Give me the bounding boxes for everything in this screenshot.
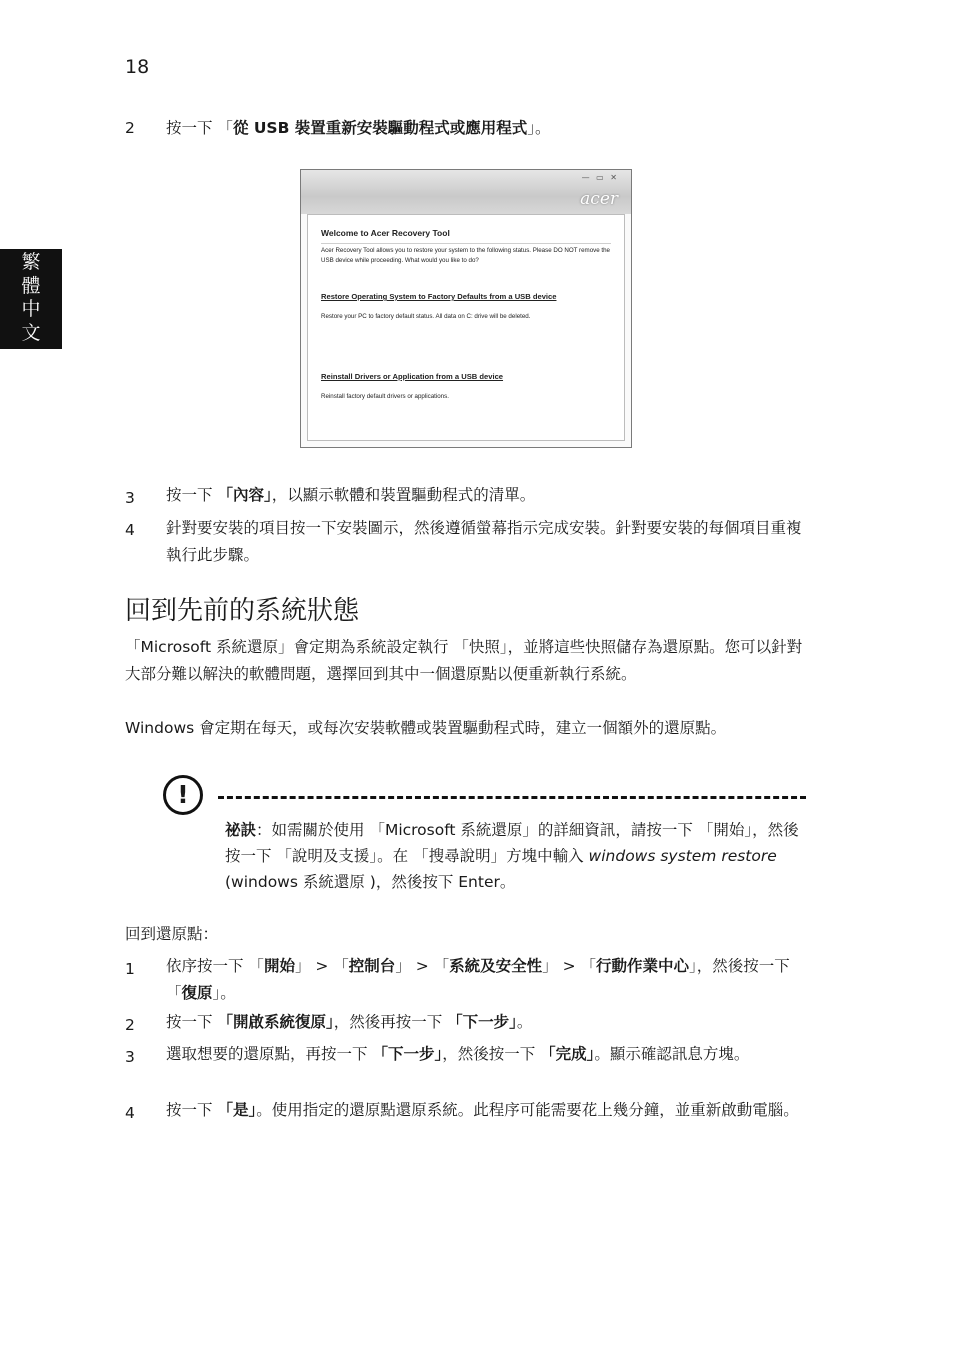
- title-divider: [321, 243, 611, 244]
- tip-text: (windows 系統還原 )，然後按下 Enter。: [225, 873, 516, 891]
- recovery-tool-screenshot: [300, 169, 632, 448]
- step-ui-term: 「內容」: [217, 486, 272, 504]
- window-titlebar: [301, 170, 631, 214]
- step-ui-term: 行動作業中心: [596, 957, 690, 975]
- step-text-run: 」，然後按一下 「: [166, 957, 790, 1002]
- step-text-run: 針對要安裝的項目按一下安裝圖示，然後遵循螢幕指示完成安裝。針對要安裝的每個項目重複執行此步驟。: [166, 519, 802, 564]
- restore-intro: 回到還原點：: [125, 925, 219, 943]
- step-text-run: 依序按一下 「: [166, 957, 264, 975]
- step-text-run: 」。: [527, 119, 551, 137]
- step-ui-term: 系統及安全性: [449, 957, 543, 975]
- step-text-run: 。顯示確認訊息方塊。: [594, 1045, 750, 1063]
- step-text-run: 按一下 「: [166, 119, 233, 137]
- tip-command: windows system restore: [588, 847, 777, 865]
- restore-os-link[interactable]: Restore Operating System to Factory Defaults from a USB device: [321, 292, 557, 301]
- step-text: [166, 1041, 806, 1068]
- step-ui-term: 開始: [263, 957, 295, 975]
- paragraph: Windows 會定期在每天，或每次安裝軟體或裝置驅動程式時，建立一個額外的還原點。: [125, 719, 727, 737]
- step-number: 4: [125, 521, 135, 539]
- paragraph: 「Microsoft 系統還原」會定期為系統設定執行 「快照」，並將這些快照儲存為還原點。您可以針對大部分難以解決的軟體問題，選擇回到其中一個還原點以便重新執行系統。: [125, 638, 803, 683]
- step-text-run: 。: [516, 1013, 533, 1031]
- step-text-run: 」。: [212, 984, 236, 1002]
- step-ui-term: 「完成」: [540, 1045, 595, 1063]
- step-number: 1: [125, 960, 135, 978]
- step-text: [166, 515, 806, 569]
- step-text-run: 選取想要的還原點，再按一下: [166, 1045, 373, 1063]
- note-divider: [218, 796, 806, 799]
- language-tab-char: 體: [21, 274, 41, 297]
- tip-note: [225, 817, 800, 895]
- restore-os-description: Restore your PC to factory default status. All data on C: drive will be deleted.: [321, 313, 531, 320]
- step-text-run: 。使用指定的還原點還原系統。此程序可能需要花上幾分鐘，並重新啟動電腦。: [256, 1101, 799, 1119]
- tip-label: 祕訣: [225, 821, 257, 839]
- language-tab: [0, 249, 62, 349]
- caution-icon: !: [163, 775, 203, 815]
- step-text: [166, 1009, 806, 1036]
- language-tab-char: 繁: [21, 251, 41, 273]
- step-ui-term: 「下一步」: [447, 1013, 517, 1031]
- step-text-run: 按一下: [166, 1101, 218, 1119]
- step-number: 2: [125, 119, 135, 137]
- step-ui-term: 控制台: [348, 957, 396, 975]
- step-text: [166, 1097, 806, 1124]
- tip-text: ：如需關於使用 「Microsoft 系統還原」的詳細資訊，請按一下 「開始」，然後按一下 「說明及支援」。在 「搜尋說明」方塊中輸入: [225, 821, 799, 865]
- step-ui-term: 從 USB 裝置重新安裝驅動程式或應用程式: [232, 119, 528, 137]
- step-ui-term: 「下一步」: [372, 1045, 443, 1063]
- reinstall-drivers-link[interactable]: Reinstall Drivers or Application from a USB device: [321, 372, 504, 381]
- window-controls: — ▭ ✕: [581, 173, 619, 182]
- step-text-run: 按一下: [166, 486, 218, 504]
- recovery-panel: [307, 214, 625, 441]
- acer-logo: acer: [580, 189, 618, 209]
- step-text-run: 」 > 「: [542, 957, 597, 975]
- step-text-run: ，然後按一下: [442, 1045, 541, 1063]
- step-ui-term: 「開啟系統復原」: [217, 1013, 334, 1031]
- step-text: [166, 115, 816, 142]
- step-number: 3: [125, 1048, 135, 1066]
- section-heading: 回到先前的系統狀態: [125, 596, 360, 626]
- language-tab-char: 中: [21, 298, 41, 320]
- language-tab-char: 文: [21, 321, 41, 344]
- recovery-description: Acer Recovery Tool allows you to restore your system to the following status. Please DO NOT remove the USB device while proceeding. What would you like to do?: [321, 247, 610, 264]
- reinstall-drivers-description: Reinstall factory default drivers or applications.: [321, 393, 449, 400]
- step-text-run: 」 > 「: [395, 957, 450, 975]
- step-number: 2: [125, 1016, 135, 1034]
- step-text: [166, 482, 816, 509]
- step-number: 3: [125, 489, 135, 507]
- step-ui-term: 「是」: [217, 1101, 257, 1119]
- step-text-run: 按一下: [166, 1013, 218, 1031]
- recovery-title: Welcome to Acer Recovery Tool: [321, 228, 450, 238]
- step-number: 4: [125, 1104, 135, 1122]
- step-text: [166, 953, 814, 1007]
- step-text-run: 」 > 「: [294, 957, 349, 975]
- step-text-run: ，以顯示軟體和裝置驅動程式的清單。: [271, 486, 536, 504]
- step-text-run: ，然後再按一下: [333, 1013, 448, 1031]
- step-ui-term: 復原: [181, 984, 213, 1002]
- page-number: 18: [125, 56, 150, 78]
